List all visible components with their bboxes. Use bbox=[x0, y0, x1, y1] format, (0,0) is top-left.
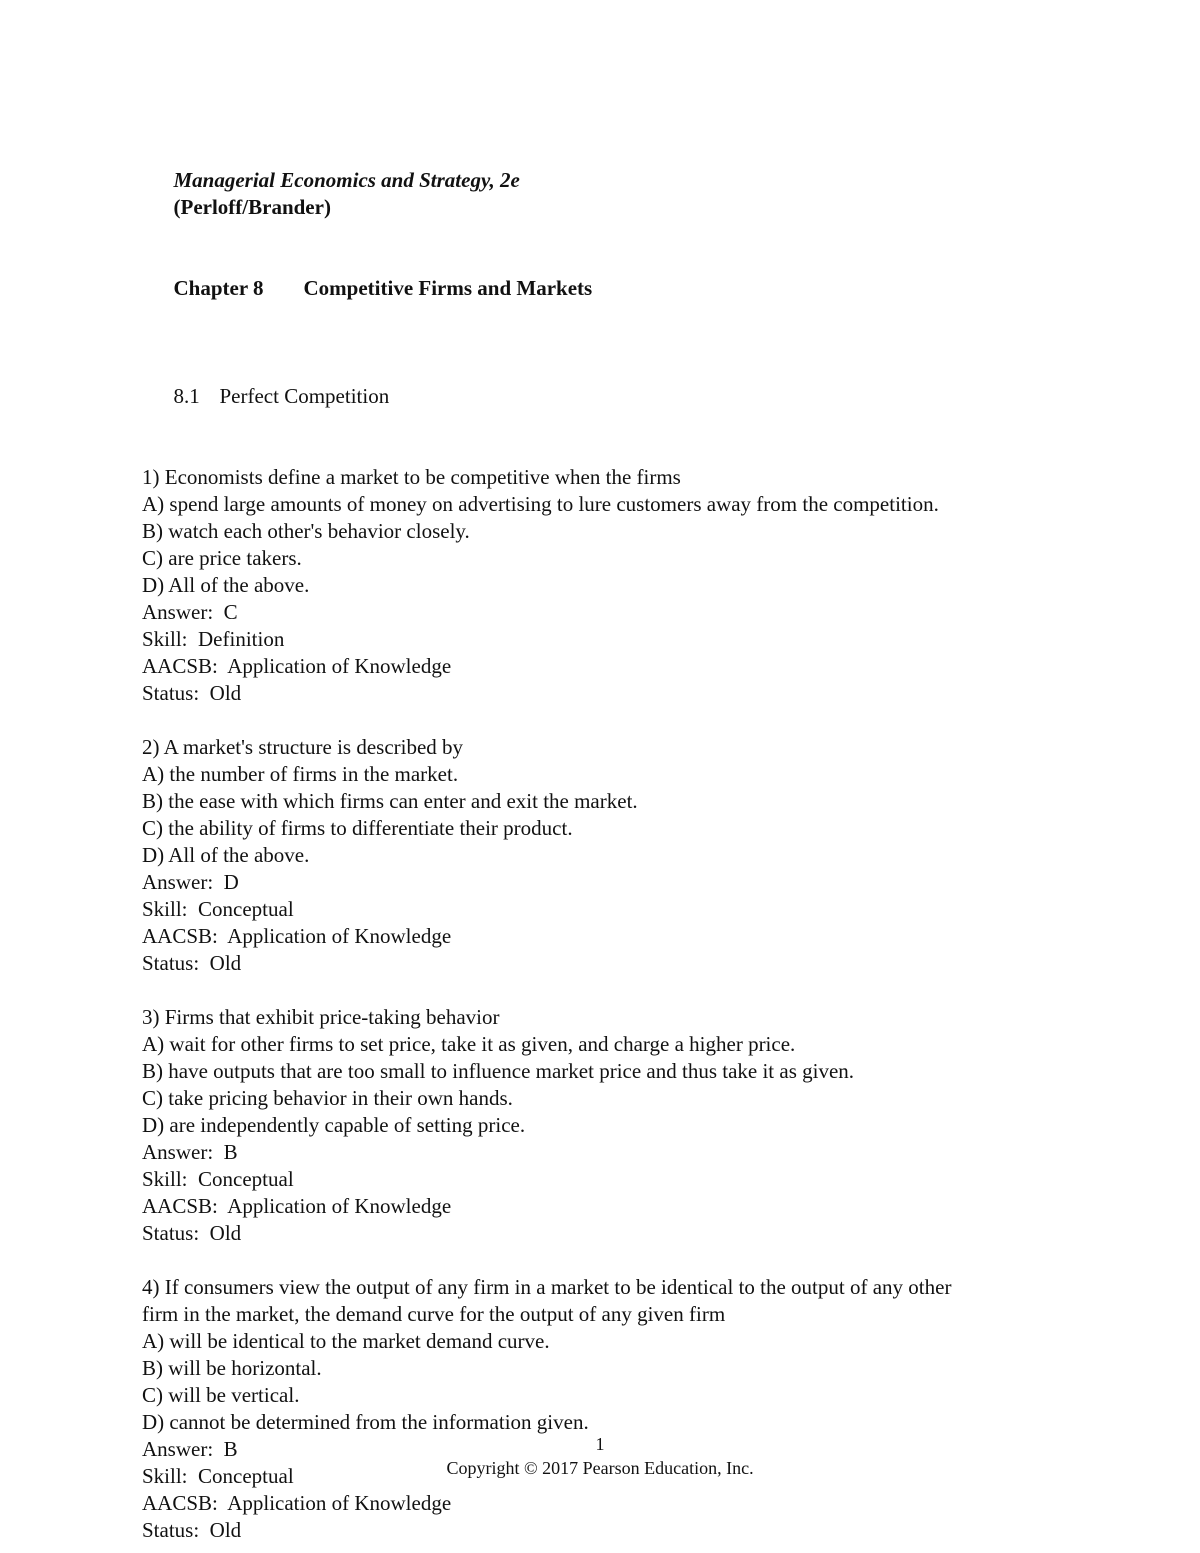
answer-option: C) the ability of firms to differentiate their product. bbox=[142, 816, 573, 840]
answer-option: A) spend large amounts of money on advertising to lure customers away from the competition. bbox=[142, 492, 939, 516]
answer-option: D) cannot be determined from the information given. bbox=[142, 1410, 589, 1434]
question-stem: 4) If consumers view the output of any firm in a market to be identical to the output of any other bbox=[142, 1275, 952, 1299]
spacer bbox=[142, 329, 1082, 356]
aacsb-line: AACSB: Application of Knowledge bbox=[142, 1491, 452, 1515]
question-block bbox=[142, 734, 1082, 977]
aacsb-line: AACSB: Application of Knowledge bbox=[142, 1194, 452, 1218]
skill-line: Skill: Conceptual bbox=[142, 897, 294, 921]
book-title: Managerial Economics and Strategy, 2e bbox=[173, 168, 520, 192]
status-line: Status: Old bbox=[142, 1221, 242, 1245]
section-title: Perfect Competition bbox=[219, 384, 390, 408]
answer-line: Answer: B bbox=[142, 1437, 238, 1461]
status-line: Status: Old bbox=[142, 681, 242, 705]
book-authors: (Perloff/Brander) bbox=[173, 195, 331, 219]
status-line: Status: Old bbox=[142, 1518, 242, 1542]
page-content bbox=[142, 140, 1082, 1544]
question-block bbox=[142, 464, 1082, 707]
skill-line: Skill: Conceptual bbox=[142, 1167, 294, 1191]
chapter-heading bbox=[142, 248, 1082, 329]
answer-line: Answer: C bbox=[142, 600, 238, 624]
answer-option: B) will be horizontal. bbox=[142, 1356, 322, 1380]
answer-option: D) All of the above. bbox=[142, 573, 310, 597]
answer-option: D) All of the above. bbox=[142, 843, 310, 867]
question-block bbox=[142, 1004, 1082, 1247]
answer-line: Answer: D bbox=[142, 870, 239, 894]
answer-option: D) are independently capable of setting price. bbox=[142, 1113, 526, 1137]
question-stem: 3) Firms that exhibit price-taking behavior bbox=[142, 1005, 500, 1029]
skill-line: Skill: Conceptual bbox=[142, 1464, 294, 1488]
question-stem: firm in the market, the demand curve for the output of any given firm bbox=[142, 1302, 726, 1326]
question-stem: 2) A market's structure is described by bbox=[142, 735, 464, 759]
section-number: 8.1 bbox=[173, 384, 200, 408]
answer-option: A) will be identical to the market demand curve. bbox=[142, 1329, 550, 1353]
answer-option: C) will be vertical. bbox=[142, 1383, 300, 1407]
answer-option: B) have outputs that are too small to influence market price and thus take it as given. bbox=[142, 1059, 855, 1083]
spacer bbox=[142, 437, 1082, 464]
answer-option: B) watch each other's behavior closely. bbox=[142, 519, 470, 543]
section-heading bbox=[142, 356, 1082, 437]
answer-option: C) are price takers. bbox=[142, 546, 302, 570]
question-stem: 1) Economists define a market to be competitive when the firms bbox=[142, 465, 681, 489]
answer-option: A) the number of firms in the market. bbox=[142, 762, 459, 786]
answer-line: Answer: B bbox=[142, 1140, 238, 1164]
aacsb-line: AACSB: Application of Knowledge bbox=[142, 654, 452, 678]
page-number: 1 bbox=[595, 1434, 605, 1454]
answer-option: C) take pricing behavior in their own hands. bbox=[142, 1086, 513, 1110]
question-list bbox=[142, 464, 1082, 1544]
answer-option: A) wait for other firms to set price, take it as given, and charge a higher price. bbox=[142, 1032, 796, 1056]
chapter-title: Competitive Firms and Markets bbox=[303, 276, 593, 300]
status-line: Status: Old bbox=[142, 951, 242, 975]
page-footer bbox=[0, 1432, 1200, 1480]
question-block bbox=[142, 1274, 1082, 1544]
copyright-notice: Copyright © 2017 Pearson Education, Inc. bbox=[446, 1458, 754, 1478]
aacsb-line: AACSB: Application of Knowledge bbox=[142, 924, 452, 948]
answer-option: B) the ease with which firms can enter and exit the market. bbox=[142, 789, 638, 813]
book-title-line bbox=[142, 140, 1082, 248]
chapter-label: Chapter 8 bbox=[173, 276, 264, 300]
skill-line: Skill: Definition bbox=[142, 627, 285, 651]
